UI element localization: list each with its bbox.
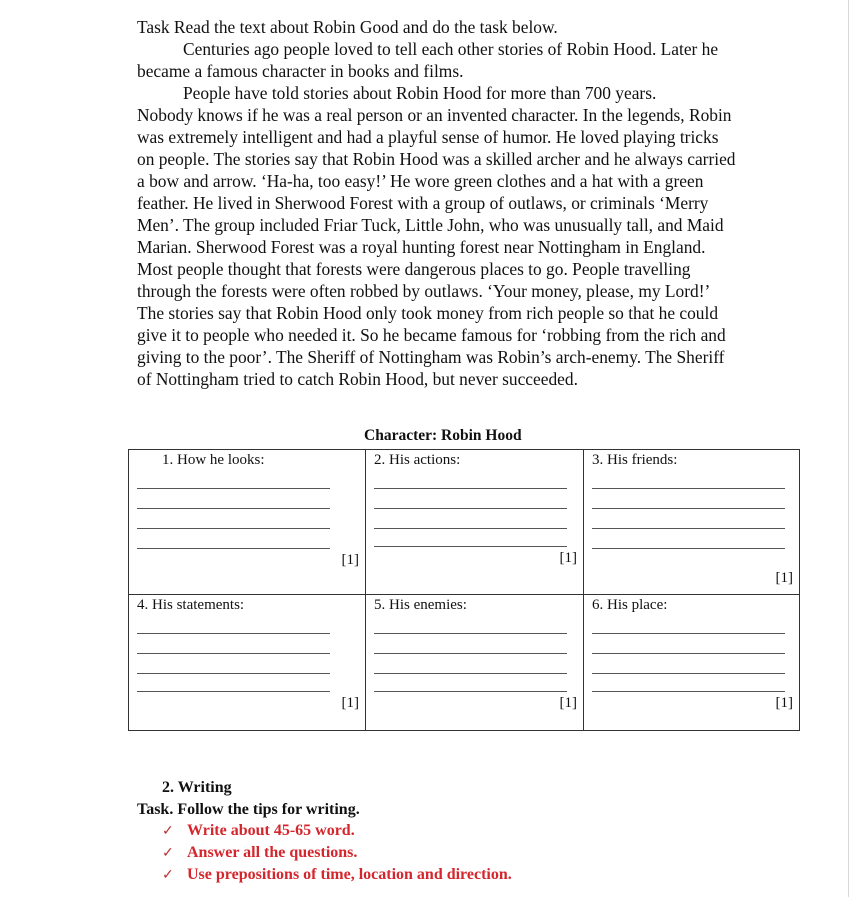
answer-line (592, 673, 785, 674)
task-instruction: Task Read the text about Robin Good and do the task below. (137, 17, 558, 37)
answer-line (592, 508, 785, 509)
answer-line (137, 691, 330, 692)
answer-line (137, 488, 330, 489)
paragraph-line: Most people thought that forests were dangerous places to go. People travelling (137, 259, 691, 279)
cell-friends[interactable] (584, 450, 800, 595)
check-icon: ✓ (162, 824, 174, 839)
paragraph-line: was extremely intelligent and had a playful sense of humor. He loved playing tricks (137, 127, 719, 147)
cell-label: 2. His actions: (374, 452, 461, 468)
score-mark: [1] (341, 552, 359, 568)
paragraph-line: Centuries ago people loved to tell each other stories of Robin Hood. Later he (183, 39, 719, 59)
paragraph-line: Marian. Sherwood Forest was a royal hunting forest near Nottingham in England. (137, 237, 706, 257)
page-edge (848, 0, 849, 897)
answer-line (137, 653, 330, 654)
score-mark: [1] (559, 550, 577, 566)
answer-line (374, 673, 567, 674)
character-table (128, 449, 800, 731)
writing-task: Task. Follow the tips for writing. (137, 801, 360, 818)
answer-line (374, 528, 567, 529)
answer-line (374, 546, 567, 547)
answer-line (374, 691, 567, 692)
answer-line (592, 691, 785, 692)
answer-line (137, 528, 330, 529)
table-title: Character: Robin Hood (364, 427, 522, 444)
paragraph-line: Men’. The group included Friar Tuck, Little John, who was unusually tall, and Maid (137, 215, 724, 235)
paragraph-line: became a famous character in books and films. (137, 61, 464, 81)
answer-line (592, 488, 785, 489)
score-mark: [1] (559, 695, 577, 711)
cell-actions[interactable] (366, 450, 584, 595)
cell-enemies[interactable] (366, 595, 584, 731)
check-icon: ✓ (162, 868, 174, 883)
paragraph-line: of Nottingham tried to catch Robin Hood, but never succeeded. (137, 369, 578, 389)
answer-line (374, 653, 567, 654)
paragraph-line: Nobody knows if he was a real person or an invented character. In the legends, Robin (137, 105, 732, 125)
paragraph-line: through the forests were often robbed by outlaws. ‘Your money, please, my Lord!’ (137, 281, 711, 301)
answer-line (137, 673, 330, 674)
answer-line (137, 508, 330, 509)
cell-place[interactable] (584, 595, 800, 731)
paragraph-line: a bow and arrow. ‘Ha-ha, too easy!’ He wore green clothes and a hat with a green (137, 171, 704, 191)
answer-line (374, 488, 567, 489)
answer-line (137, 548, 330, 549)
paragraph-line: on people. The stories say that Robin Hood was a skilled archer and he always carried (137, 149, 736, 169)
score-mark: [1] (341, 695, 359, 711)
writing-tip: Use prepositions of time, location and direction. (187, 866, 512, 883)
writing-heading: 2. Writing (162, 779, 232, 796)
cell-label: 1. How he looks: (162, 452, 265, 468)
cell-label: 3. His friends: (592, 452, 678, 468)
paragraph-line: give it to people who needed it. So he became famous for ‘robbing from the rich and (137, 325, 726, 345)
cell-label: 5. His enemies: (374, 597, 467, 613)
answer-line (374, 508, 567, 509)
paragraph-line: People have told stories about Robin Hood for more than 700 years. (183, 83, 657, 103)
answer-line (592, 528, 785, 529)
answer-line (592, 633, 785, 634)
paragraph-line: giving to the poor’. The Sheriff of Nottingham was Robin’s arch-enemy. The Sheriff (137, 347, 725, 367)
paragraph-line: feather. He lived in Sherwood Forest with a group of outlaws, or criminals ‘Merry (137, 193, 709, 213)
answer-line (592, 653, 785, 654)
answer-line (374, 633, 567, 634)
cell-label: 6. His place: (592, 597, 668, 613)
writing-tip: Write about 45-65 word. (187, 822, 355, 839)
score-mark: [1] (775, 570, 793, 586)
check-icon: ✓ (162, 846, 174, 861)
writing-tip: Answer all the questions. (187, 844, 358, 861)
cell-looks[interactable] (129, 450, 366, 595)
cell-label: 4. His statements: (137, 597, 245, 613)
score-mark: [1] (775, 695, 793, 711)
answer-line (137, 633, 330, 634)
paragraph-line: The stories say that Robin Hood only took money from rich people so that he could (137, 303, 719, 323)
answer-line (592, 548, 785, 549)
cell-statements[interactable] (129, 595, 366, 731)
